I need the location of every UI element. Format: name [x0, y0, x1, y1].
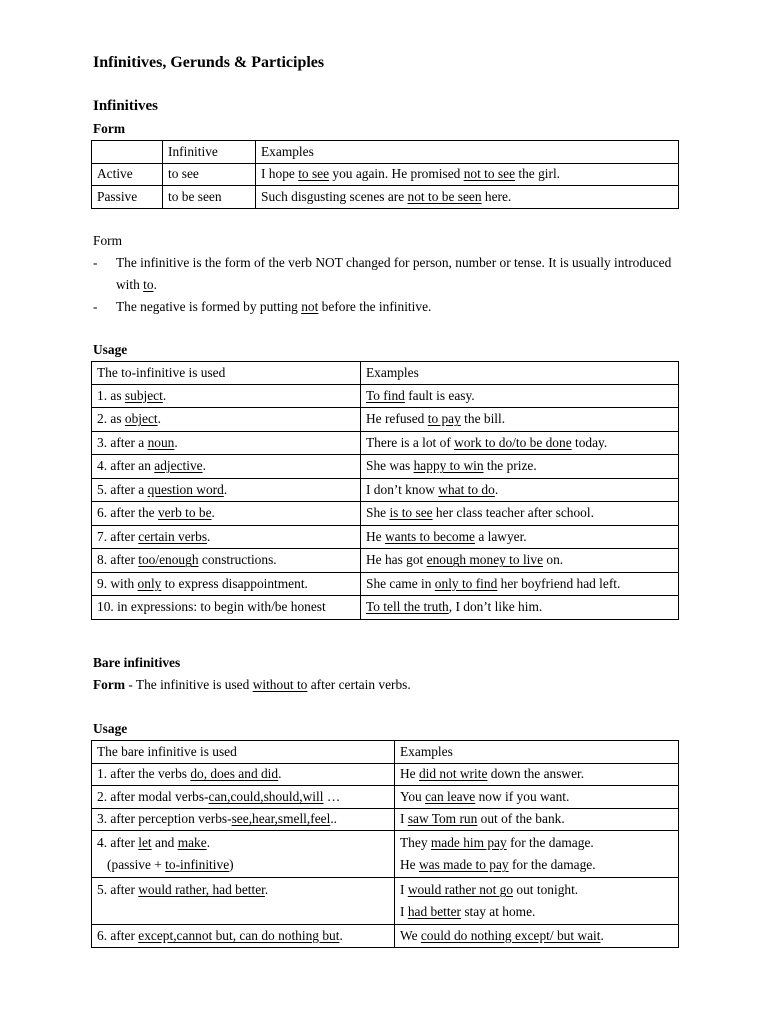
text-run: The infinitive is the form of the verb NOT changed for person, number or tense. It is usually introduced with: [116, 255, 672, 292]
example-cell: [361, 572, 679, 596]
text-run: I: [400, 811, 408, 827]
underlined-term: not: [301, 299, 319, 314]
underlined-term: noun: [147, 434, 175, 450]
cell-line: [400, 855, 673, 877]
usage-cell: [92, 549, 361, 573]
underlined-term: happy to win: [413, 458, 484, 474]
usage-cell: [92, 478, 361, 502]
text-run: She was: [366, 458, 414, 474]
text-run: before the infinitive.: [318, 299, 432, 314]
underlined-term: is to see: [389, 505, 433, 521]
example-cell: [395, 786, 679, 809]
text-run: you again. He promised: [329, 166, 464, 182]
text-run: .: [207, 528, 211, 544]
infinitive-cell: to be seen: [163, 186, 256, 209]
underlined-term: to: [143, 277, 154, 292]
underlined-term: saw Tom run: [407, 811, 478, 827]
text-run: here.: [481, 188, 512, 204]
usage-cell: [92, 808, 395, 831]
underlined-term: object: [124, 411, 158, 427]
header-cell: The to-infinitive is used: [92, 362, 361, 385]
underlined-term: only: [137, 575, 162, 591]
text-run: We: [400, 927, 421, 943]
text-run: You: [400, 788, 426, 804]
text-run: 1. as: [97, 387, 125, 403]
table-row: [92, 596, 679, 620]
header-cell: [92, 141, 163, 164]
bare-usage-label: Usage: [93, 721, 128, 736]
header-cell: Examples: [395, 741, 679, 764]
table-row: [92, 478, 679, 502]
underlined-term: would rather not go: [407, 882, 514, 897]
header-cell: Examples: [256, 141, 679, 164]
underlined-term: not to see: [463, 166, 516, 182]
cell-line: [97, 855, 389, 877]
underlined-term: could do nothing except/ but wait: [420, 927, 601, 943]
table-row: [92, 502, 679, 526]
bold-term: Form: [93, 677, 125, 692]
text-run: .: [264, 882, 269, 897]
text-run: 1. after the verbs: [97, 766, 191, 782]
underlined-term: let: [138, 835, 152, 850]
usage-cell: [92, 455, 361, 479]
to-infinitive-usage-table: [91, 361, 679, 620]
underlined-term: make: [177, 835, 207, 850]
text-run: He: [400, 766, 419, 782]
infinitive-cell: to see: [163, 163, 256, 186]
cell-line: [97, 880, 389, 902]
text-run: .: [211, 505, 215, 521]
underlined-term: see,hear,smell,feel: [231, 811, 331, 827]
section-heading-bare-infinitives: Bare infinitives: [93, 655, 181, 670]
usage-cell: [92, 572, 361, 596]
text-run: 3. after a: [97, 434, 148, 450]
underlined-term: To find: [366, 387, 405, 403]
cell-line: [400, 880, 673, 902]
text-run: her boyfriend had left.: [497, 575, 621, 591]
text-run: - The infinitive is used: [124, 677, 253, 692]
example-cell: [361, 525, 679, 549]
underlined-term: enough money to live: [426, 552, 544, 568]
table-header-row: [92, 141, 679, 164]
text-run: .: [153, 277, 157, 292]
text-run: 8. after: [97, 552, 139, 568]
underlined-term: to see: [298, 166, 330, 182]
text-run: Such disgusting scenes are: [261, 188, 408, 204]
cell-line: [97, 902, 389, 924]
underlined-term: wants to become: [384, 528, 475, 544]
form-label: Form: [93, 121, 125, 136]
example-cell: [256, 163, 679, 186]
usage-cell: [92, 878, 395, 925]
example-cell: [361, 502, 679, 526]
text-run: .: [157, 411, 161, 427]
table-row: [92, 549, 679, 573]
bare-infinitive-form-line: [93, 677, 411, 693]
example-cell: [361, 408, 679, 432]
underlined-term: what to do: [438, 481, 495, 497]
underlined-term: do, does and did: [190, 766, 279, 782]
underlined-term: certain verbs: [138, 528, 208, 544]
voice-cell: Passive: [92, 186, 163, 209]
infinitive-form-table: [91, 140, 679, 209]
usage-cell: [92, 763, 395, 786]
form-notes-label: Form: [93, 233, 123, 248]
bullet-dash: -: [93, 255, 98, 270]
underlined-term: can leave: [425, 788, 476, 804]
text-run: He: [400, 857, 419, 872]
usage-cell: [92, 431, 361, 455]
text-run: .: [600, 927, 604, 943]
list-item: [93, 296, 683, 318]
usage-cell: [92, 925, 395, 948]
table-header-row: [92, 362, 679, 385]
text-run: to express disappointment.: [161, 575, 308, 591]
text-run: There is a lot of: [366, 434, 455, 450]
bare-infinitive-usage-table: [91, 740, 679, 948]
table-row: [92, 455, 679, 479]
example-cell: [361, 478, 679, 502]
underlined-term: too/enough: [138, 552, 199, 568]
text-run: I: [400, 904, 408, 919]
text-run: .: [339, 927, 343, 943]
text-run: 6. after the: [97, 505, 158, 521]
underlined-term: to-infinitive: [165, 857, 230, 872]
text-run: 9. with: [97, 575, 138, 591]
table-row: [92, 384, 679, 408]
text-run: 2. as: [97, 411, 125, 427]
text-run: the prize.: [483, 458, 537, 474]
example-cell: [361, 596, 679, 620]
document-title: Infinitives, Gerunds & Participles: [93, 54, 325, 71]
text-run: for the damage.: [506, 835, 594, 850]
cell-line: [400, 902, 673, 924]
table-row: [92, 525, 679, 549]
text-run: 4. after an: [97, 458, 155, 474]
table-row: [92, 831, 679, 878]
underlined-term: To tell the truth: [366, 599, 449, 615]
text-run: I: [400, 882, 408, 897]
text-run: She came in: [366, 575, 435, 591]
cell-line: [97, 833, 389, 855]
text-run: 6. after: [97, 927, 139, 943]
header-cell: The bare infinitive is used: [92, 741, 395, 764]
usage-cell: [92, 408, 361, 432]
text-run: and: [151, 835, 178, 850]
text-run: (passive +: [97, 857, 166, 872]
example-cell: [395, 878, 679, 925]
text-run: the bill.: [460, 411, 506, 427]
text-run: the girl.: [515, 166, 561, 182]
usage-cell: [92, 786, 395, 809]
text-run: 7. after: [97, 528, 139, 544]
usage-cell: [92, 502, 361, 526]
table-row: [92, 163, 679, 186]
text-run: She: [366, 505, 390, 521]
underlined-term: would rather, had better: [138, 882, 265, 897]
underlined-term: made him pay: [430, 835, 507, 850]
underlined-term: question word: [147, 481, 224, 497]
underlined-term: not to be seen: [407, 188, 482, 204]
text-run: I hope: [261, 166, 299, 182]
usage-label: Usage: [93, 342, 128, 357]
voice-cell: Active: [92, 163, 163, 186]
bullet-dash: -: [93, 299, 98, 314]
table-row: [92, 878, 679, 925]
table-row: [92, 786, 679, 809]
text-run: …: [323, 788, 341, 804]
text-run: 2. after modal verbs-: [97, 788, 209, 804]
table-row: [92, 572, 679, 596]
text-run: He: [366, 528, 385, 544]
example-cell: [395, 831, 679, 878]
underlined-term: had better: [407, 904, 461, 919]
text-run: .: [223, 481, 228, 497]
text-run: on.: [543, 552, 564, 568]
example-cell: [395, 925, 679, 948]
text-run: stay at home.: [460, 904, 536, 919]
text-run: constructions.: [198, 552, 277, 568]
text-run: out of the bank.: [477, 811, 565, 827]
underlined-term: subject: [124, 387, 163, 403]
text-run: ..: [330, 811, 338, 827]
text-run: .: [278, 766, 282, 782]
text-run: He refused: [366, 411, 428, 427]
text-run: , I don’t like him.: [448, 599, 543, 615]
example-cell: [256, 186, 679, 209]
underlined-term: except,cannot but, can do nothing but: [138, 927, 340, 943]
text-run: 5. after a: [97, 481, 148, 497]
underlined-term: adjective: [154, 458, 203, 474]
text-run: down the answer.: [487, 766, 585, 782]
underlined-term: only to find: [434, 575, 498, 591]
header-cell: Infinitive: [163, 141, 256, 164]
text-run: 4. after: [97, 835, 139, 850]
underlined-term: to pay: [427, 411, 461, 427]
usage-cell: [92, 384, 361, 408]
text-run: .: [162, 387, 167, 403]
text-run: now if you want.: [475, 788, 570, 804]
form-notes-list: [93, 252, 683, 318]
text-run: after certain verbs.: [307, 677, 411, 692]
text-run: 10. in expressions: to begin with/be honest: [97, 599, 326, 615]
underlined-term: was made to pay: [418, 857, 509, 872]
text-run: .: [494, 481, 499, 497]
table-row: [92, 808, 679, 831]
cell-line: [400, 833, 673, 855]
underlined-term: did not write: [418, 766, 488, 782]
text-run: today.: [571, 434, 608, 450]
example-cell: [395, 808, 679, 831]
example-cell: [361, 549, 679, 573]
underlined-term: can,could,should,will: [208, 788, 324, 804]
table-row: [92, 408, 679, 432]
text-run: .: [202, 458, 206, 474]
example-cell: [395, 763, 679, 786]
text-run: her class teacher after school.: [432, 505, 594, 521]
section-heading-infinitives: Infinitives: [93, 98, 159, 114]
text-run: ): [229, 857, 234, 872]
example-cell: [361, 455, 679, 479]
usage-cell: [92, 525, 361, 549]
table-row: [92, 925, 679, 948]
table-header-row: [92, 741, 679, 764]
table-row: [92, 431, 679, 455]
text-run: a lawyer.: [474, 528, 527, 544]
text-run: .: [174, 434, 178, 450]
underlined-term: verb to be: [157, 505, 212, 521]
text-run: I don’t know: [366, 481, 439, 497]
table-row: [92, 763, 679, 786]
text-run: .: [206, 835, 211, 850]
text-run: fault is easy.: [404, 387, 475, 403]
text-run: They: [400, 835, 431, 850]
usage-cell: [92, 831, 395, 878]
usage-cell: [92, 596, 361, 620]
text-run: for the damage.: [508, 857, 596, 872]
example-cell: [361, 384, 679, 408]
text-run: 5. after: [97, 882, 139, 897]
text-run: 3. after perception verbs-: [97, 811, 232, 827]
underlined-term: without to: [252, 677, 308, 692]
header-cell: Examples: [361, 362, 679, 385]
table-row: [92, 186, 679, 209]
text-run: The negative is formed by putting: [116, 299, 302, 314]
list-item: [93, 252, 683, 296]
underlined-term: work to do/to be done: [454, 434, 572, 450]
example-cell: [361, 431, 679, 455]
text-run: He has got: [366, 552, 427, 568]
text-run: out tonight.: [513, 882, 579, 897]
